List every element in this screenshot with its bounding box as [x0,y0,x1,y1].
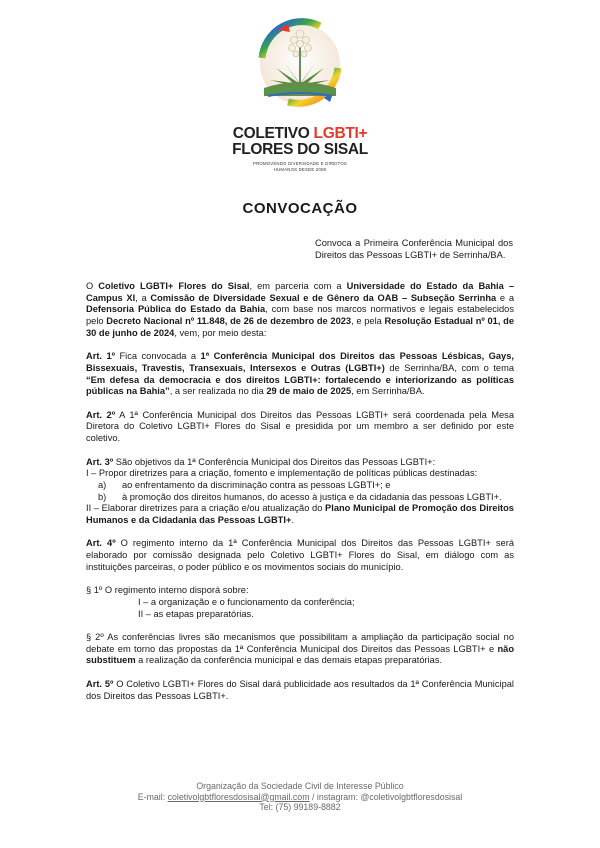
document-body [86,281,514,714]
article-3-subitem-b: b) à promoção dos direitos humanos, do acesso à justiça e da cidadania das pessoas LGBTI+. [98,491,502,502]
page-footer [0,781,600,813]
paragraph-1-item-1: I – a organização e o funcionamento da conferência; [138,596,355,607]
document-summary: Convoca a Primeira Conferência Municipal dos Direitos das Pessoas LGBTI+ de Serrinha/BA. [315,238,513,260]
article-5: Art. 5º O Coletivo LGBTI+ Flores do Sisal dará publicidade aos resultados da 1ª Conferência Municipal dos Direitos das Pessoas LGBTI+. [86,678,514,701]
article-2: Art. 2º A 1ª Conferência Municipal dos Direitos das Pessoas LGBTI+ será coordenada pela Mesa Diretora do Coletivo LGBTI+ Flores do Sisal e presidida por um membro a ser definido por este coletivo. [86,409,514,444]
paragraph-2: § 2º As conferências livres são mecanismos que possibilitam a ampliação da participação social no debate em torno das propostas da 1ª Conferência Municipal dos Direitos das Pessoas LGBTI+ e não substituem a realização da conferência municipal e das demais etapas preparatórias. [86,632,514,666]
organization-logo [230,18,370,188]
document-title: CONVOCAÇÃO [242,200,358,217]
intro-paragraph: O Coletivo LGBTI+ Flores do Sisal, em parceria com a Universidade do Estado da Bahia – Campus XI, a Comissão de Diversidade Sexual e de Gênero da OAB – Subseção Serrinha e a Defensoria Pública do Estado da Bahia, com base nos marcos normativos e legais estabelecidos pelo Decreto Nacional nº 11.848, de 26 de dezembro de 2023, e pela Resolução Estadual nº 01, de 30 de junho de 2024, vem, por meio desta: [86,281,514,338]
article-4: Art. 4º O regimento interno da 1ª Conferência Municipal dos Direitos das Pessoas LGBTI+ será elaborado por comissão designada pelo Coletivo LGBTI+ Flores do Sisal, em diálogo com as instituições parceiras, o poder público e os movimentos sociais do município. [86,538,514,572]
logo-name-line2: FLORES DO SISAL [232,141,368,158]
sisal-flower-logo-icon [258,18,342,124]
article-3-item-1: I – Propor diretrizes para a criação, fomento e implementação de políticas públicas destinadas: [86,468,478,479]
footer-org-line: Organização da Sociedade Civil de Interesse Público [196,781,404,791]
footer-phone: Tel: (75) 99189-8882 [259,802,341,813]
article-3: Art. 3º São objetivos da 1ª Conferência Municipal dos Direitos das Pessoas LGBTI+: [86,456,436,467]
article-3-subitem-a: a) ao enfrentamento da discriminação contra as pessoas LGBTI+; e [98,479,391,490]
email-link[interactable]: coletivolgbtfloresdosisal@gmail.com [167,791,310,802]
logo-name-line1: COLETIVO LGBTI+ [232,125,368,142]
article-1: Art. 1º Fica convocada a 1ª Conferência Municipal dos Direitos das Pessoas Lésbicas, Gays, Bissexuais, Travestis, Transexuais, Intersexos e Outras (LGBTI+) de Serrinha/BA, com o tema “Em defesa da democracia e dos direitos LGBTI+: fortalecendo e interiorizando as políticas públicas na Bahia”, a ser realizada no dia 29 de maio de 2025, em Serrinha/BA. [86,351,514,397]
article-3-item-2: II – Elaborar diretrizes para a criação e/ou atualização do Plano Municipal de Promoção dos Direitos Humanos e da Cidadania das Pessoas LGBTI+. [86,503,514,526]
paragraph-1: § 1º O regimento interno disporá sobre: [86,585,249,596]
logo-tagline: PROMOVENDO DIVERSIDADE E DIREITOS HUMANOS DESDE 2008 [253,161,347,172]
footer-contact-line: E-mail: coletivolgbtfloresdosisal@gmail.com / instagram: @coletivolgbtfloresdosisal [137,791,463,802]
paragraph-1-item-2: II – as etapas preparatórias. [138,608,254,619]
